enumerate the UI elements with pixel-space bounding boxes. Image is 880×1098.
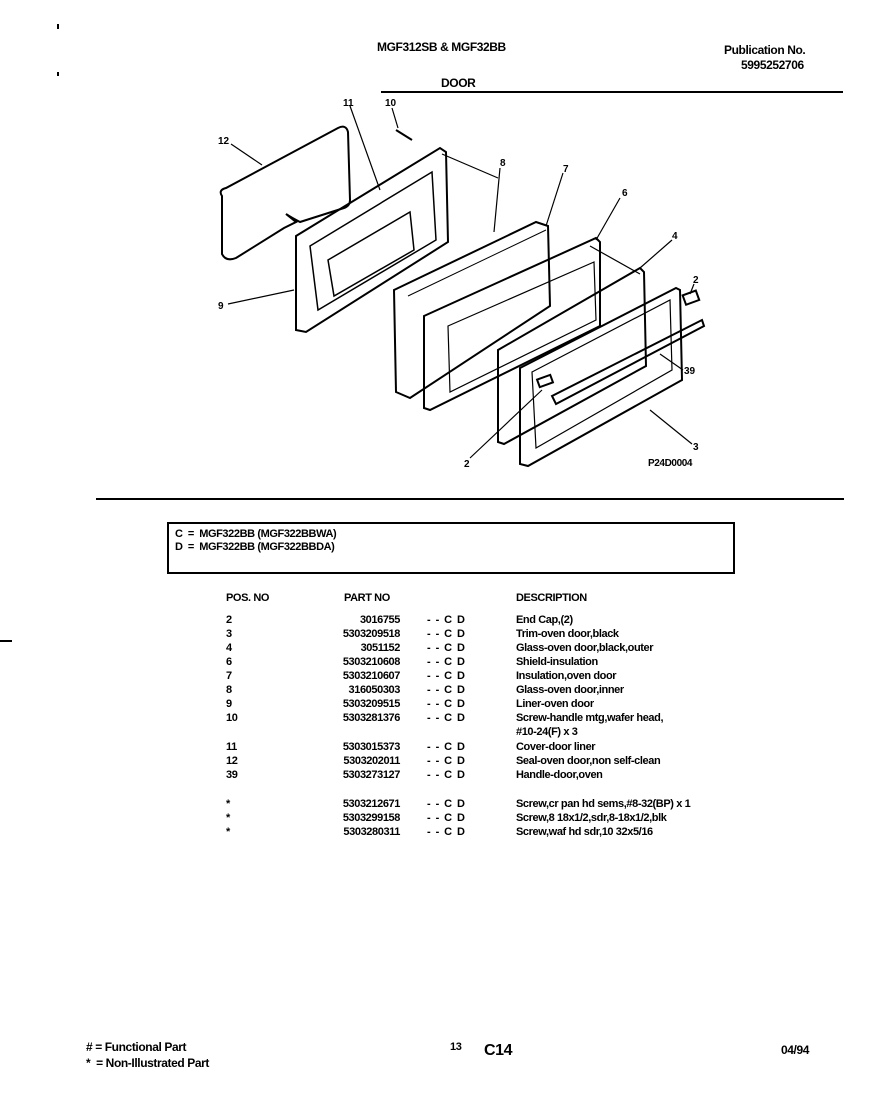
revision-date: 04/94	[781, 1043, 810, 1057]
flags-cell: - - C D	[427, 684, 465, 696]
part-cell: 3051152	[360, 642, 400, 654]
model-title: MGF312SB & MGF32BB	[377, 40, 506, 54]
flags-cell: - - C D	[427, 614, 465, 626]
flags-cell: - - C D	[427, 628, 465, 640]
flags-cell: - - C D	[427, 769, 465, 781]
callout-6: 6	[622, 188, 628, 199]
header-description: DESCRIPTION	[516, 592, 587, 604]
pos-cell: 12	[226, 755, 238, 767]
desc-cell: Glass-oven door,black,outer	[516, 642, 654, 654]
pos-cell: 11	[226, 741, 237, 753]
pos-cell: *	[226, 812, 230, 824]
desc-cell: Screw,cr pan hd sems,#8-32(BP) x 1	[516, 798, 691, 810]
flags-column	[427, 614, 497, 838]
publication-label: Publication No.	[724, 43, 806, 57]
part-cell: 5303273127	[342, 769, 400, 781]
desc-cell: Insulation,oven door	[516, 670, 617, 682]
non-illustrated-part-note: * = Non-Illustrated Part	[86, 1056, 210, 1070]
part-cell: 5303015373	[342, 741, 400, 753]
pos-cell: 9	[226, 698, 232, 710]
desc-cell: Cover-door liner	[516, 741, 596, 753]
desc-cell: Screw,8 18x1/2,sdr,8-18x1/2,blk	[516, 812, 667, 824]
pos-cell: 4	[226, 642, 232, 654]
legend-line-d: D = MGF322BB (MGF322BBDA)	[175, 541, 335, 553]
callout-3: 3	[693, 442, 699, 453]
pos-cell: 2	[226, 614, 232, 626]
part-cell: 5303299158	[342, 812, 400, 824]
callout-12: 12	[218, 136, 230, 147]
flags-cell: - - C D	[427, 812, 465, 824]
publication-number: 5995252706	[741, 58, 804, 72]
part-cell: 3016755	[359, 614, 400, 626]
pos-cell: 8	[226, 684, 232, 696]
desc-cell: Liner-oven door	[516, 698, 594, 710]
header-part-no: PART NO	[344, 592, 390, 604]
part-cell: 5303209518	[342, 628, 400, 640]
flags-cell: - - C D	[427, 670, 465, 682]
desc-cell: Trim-oven door,black	[516, 628, 619, 640]
callout-8: 8	[500, 158, 506, 169]
flags-cell: - - C D	[427, 755, 465, 767]
callout-11: 11	[343, 98, 354, 109]
section-title: DOOR	[441, 76, 476, 90]
pos-cell: *	[226, 826, 230, 838]
pos-cell: *	[226, 798, 230, 810]
part-cell: 5303212671	[342, 798, 400, 810]
page-code: C14	[484, 1042, 513, 1059]
desc-cell: Glass-oven door,inner	[516, 684, 624, 696]
desc-cell: Shield-insulation	[516, 656, 598, 668]
callout-10: 10	[385, 98, 397, 109]
desc-cell: End Cap,(2)	[516, 614, 573, 626]
flags-cell: - - C D	[427, 798, 465, 810]
callout-4: 4	[672, 231, 678, 242]
callout-7: 7	[563, 164, 569, 175]
part-cell: 316050303	[348, 684, 400, 696]
desc-cell: Screw,waf hd sdr,10 32x5/16	[516, 826, 653, 838]
desc-cell-continued: #10-24(F) x 3	[516, 726, 578, 738]
flags-cell: - - C D	[427, 712, 465, 724]
flags-cell: - - C D	[427, 698, 465, 710]
pos-cell: 10	[226, 712, 238, 724]
callout-9: 9	[218, 301, 224, 312]
part-cell: 5303281376	[342, 712, 400, 724]
flags-cell: - - C D	[427, 741, 465, 753]
pos-cell: 39	[226, 769, 238, 781]
desc-cell: Seal-oven door,non self-clean	[516, 755, 661, 767]
pos-cell: 3	[226, 628, 232, 640]
part-cell: 5303202011	[343, 755, 400, 767]
flags-cell: - - C D	[427, 826, 465, 838]
part-cell: 5303210608	[342, 656, 400, 668]
figure-id: P24D0004	[648, 458, 693, 469]
functional-part-note: # = Functional Part	[86, 1040, 187, 1054]
desc-cell: Screw-handle mtg,wafer head,	[516, 712, 664, 724]
callout-2: 2	[693, 275, 699, 286]
callout-39: 39	[684, 366, 696, 377]
page-number: 13	[450, 1041, 462, 1053]
callout-2b: 2	[464, 459, 470, 470]
pos-cell: 6	[226, 656, 232, 668]
legend-line-c: C = MGF322BB (MGF322BBWA)	[175, 528, 337, 540]
part-cell: 5303210607	[342, 670, 400, 682]
desc-cell: Handle-door,oven	[516, 769, 603, 781]
flags-cell: - - C D	[427, 642, 465, 654]
pos-cell: 7	[226, 670, 232, 682]
part-cell: 5303280311	[343, 826, 400, 838]
flags-cell: - - C D	[427, 656, 465, 668]
part-cell: 5303209515	[342, 698, 400, 710]
header-pos-no: POS. NO	[226, 592, 270, 604]
